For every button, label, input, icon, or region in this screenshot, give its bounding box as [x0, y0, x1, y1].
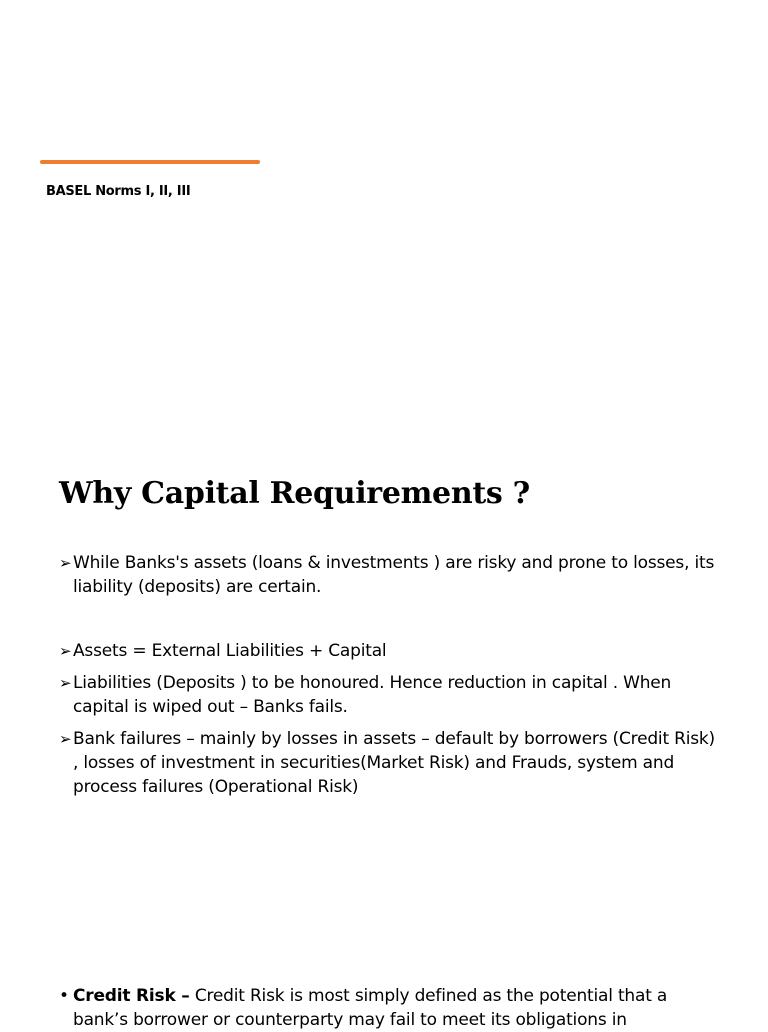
bullet-text: Bank failures – mainly by losses in assets – default by borrowers (Credit Risk) , losses of investment in securities(Market Risk) and Frauds, system and process failures (Operational Risk): [73, 729, 715, 797]
deck-subtitle: BASEL Norms I, II, III: [46, 184, 191, 199]
slide-title: Why Capital Requirements ?: [59, 476, 530, 511]
credit-risk-bullet: [59, 984, 719, 1032]
bullet-item: [59, 671, 719, 719]
bullet-list: [59, 551, 719, 799]
credit-risk-definition: Credit Risk is most simply defined as the potential that a bank’s borrower or counterparty may fail to meet its obligations in: [73, 986, 668, 1030]
bullet-text: Assets = External Liabilities + Capital: [73, 641, 387, 661]
bullet-text: While Banks's assets (loans & investments ) are risky and prone to losses, its liability (deposits) are certain.: [73, 553, 715, 597]
accent-line: [40, 160, 260, 164]
arrow-bullet-icon: ➢: [59, 642, 72, 660]
bullet-item: [59, 639, 719, 663]
bullet-item: [59, 551, 719, 599]
bullet-item: [59, 727, 719, 799]
arrow-bullet-icon: ➢: [59, 730, 72, 748]
credit-risk-text: [73, 984, 719, 1032]
bullet-text: Liabilities (Deposits ) to be honoured. Hence reduction in capital . When capital is wiped out – Banks fails.: [73, 673, 672, 717]
arrow-bullet-icon: ➢: [59, 674, 72, 692]
arrow-bullet-icon: ➢: [59, 554, 72, 572]
credit-risk-term: Credit Risk –: [73, 986, 190, 1006]
dot-bullet-icon: •: [59, 986, 69, 1006]
